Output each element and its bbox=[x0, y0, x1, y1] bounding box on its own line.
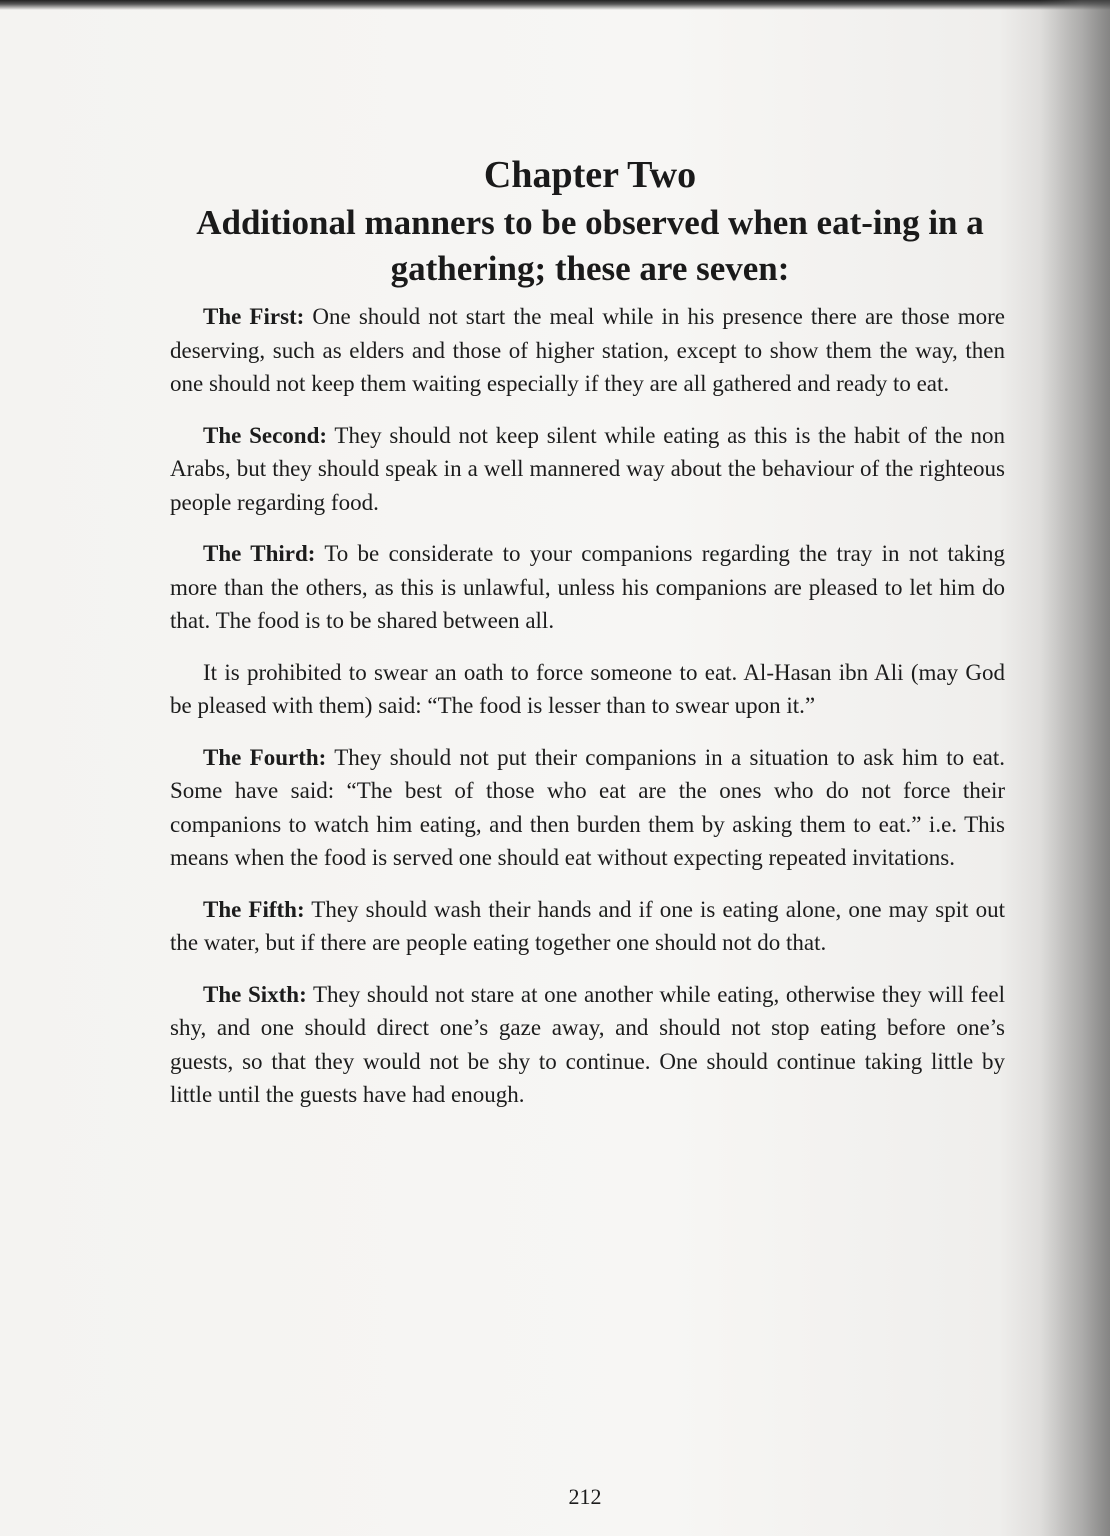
paragraph-first bbox=[170, 300, 1005, 401]
paragraph-fifth bbox=[170, 893, 1005, 960]
paragraph-text: They should not stare at one another while eating, otherwise they will feel shy, and one should direct one’s gaze away, and should not stop eating before one’s guests, so that they would not be shy to continue. One should continue taking little by little until the guests have had enough. bbox=[170, 981, 1005, 1107]
paragraph-text: It is prohibited to swear an oath to force someone to eat. Al-Hasan ibn Ali (may God be pleased with them) said: “The food is lesser than to swear upon it.” bbox=[170, 659, 1005, 718]
page-top-edge bbox=[0, 0, 1110, 10]
paragraph-text: One should not start the meal while in his presence there are those more deserving, such as elders and those of higher station, except to show them the way, then one should not keep them waiting especially if they are all gathered and ready to eat. bbox=[170, 304, 1005, 396]
paragraph-text: To be considerate to your companions regarding the tray in not taking more than the others, as this is unlawful, unless his companions are pleased to let him do that. The food is to be shared between all. bbox=[170, 541, 1005, 633]
paragraph-fourth bbox=[170, 741, 1005, 875]
paragraph-third bbox=[170, 537, 1005, 638]
page-number: 212 bbox=[568, 1484, 602, 1509]
paragraph-sixth bbox=[170, 978, 1005, 1112]
paragraph-label: The Second: bbox=[203, 422, 328, 448]
paragraph-text: They should not keep silent while eating as this is the habit of the non Arabs, but they should speak in a well mannered way about the behaviour of the righteous people regarding food. bbox=[170, 422, 1005, 515]
paragraph-label: The Fifth: bbox=[203, 896, 305, 922]
paragraph-label: The Sixth: bbox=[203, 981, 307, 1007]
chapter-header bbox=[160, 150, 1020, 292]
paragraph-second bbox=[170, 419, 1005, 520]
body-text bbox=[170, 300, 1005, 1130]
paragraph-label: The Fourth: bbox=[203, 744, 327, 770]
page-binding-shadow bbox=[1040, 0, 1110, 1536]
chapter-label: Chapter Two bbox=[483, 154, 697, 196]
paragraph-text: They should wash their hands and if one is eating alone, one may spit out the water, but if there are people eating together one should not do that. bbox=[170, 896, 1005, 955]
paragraph-text: They should not put their companions in a situation to ask him to eat. Some have said: “The best of those who eat are the ones who do not force their companions to watch him eating, and then burden them by asking them to eat.” i.e. This means when the food is served one should eat without expecting repeated invitations. bbox=[170, 744, 1005, 870]
paragraph-label: The First: bbox=[203, 304, 305, 329]
paragraph-oath bbox=[170, 656, 1005, 723]
paragraph-label: The Third: bbox=[203, 541, 316, 566]
chapter-title: Additional manners to be observed when eat-ing in a gathering; these are seven: bbox=[196, 203, 984, 288]
